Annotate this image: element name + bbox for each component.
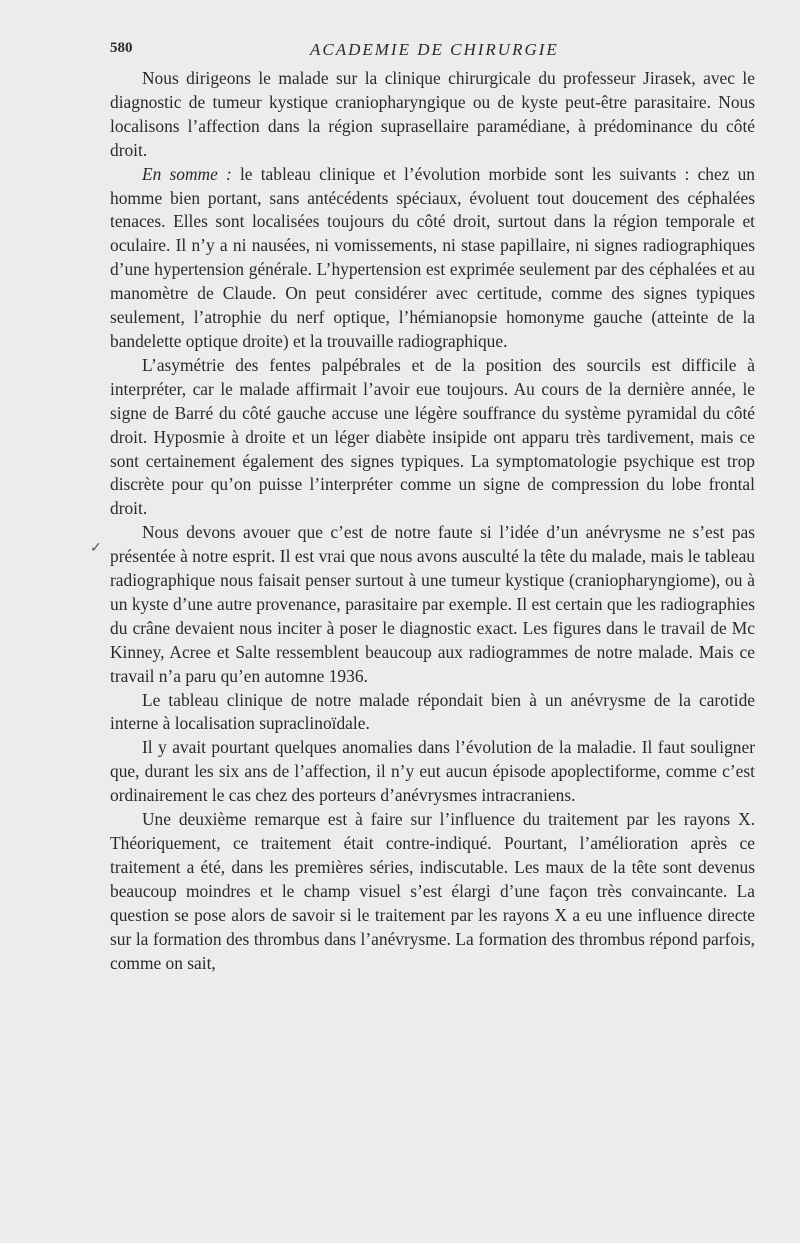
paragraph-3 bbox=[110, 354, 755, 521]
journal-title: ACADEMIE DE CHIRURGIE bbox=[310, 40, 559, 59]
paragraph-text: Une deuxième remarque est à faire sur l’influence du traitement par les rayons X. Théoriquement, ce traitement était contre-indiqué. Pourtant, l’amélioration après ce traitement a été, dans les premières séries, indiscutable. Les maux de la tête sont devenus beaucoup moindres et le champ visuel s’est élargi d’une façon très convaincante. La question se pose alors de savoir si le traitement par les rayons X a eu une influence directe sur la formation des thrombus dans l’anévrysme. La formation des thrombus répond parfois, comme on sait, bbox=[110, 809, 755, 973]
paragraph-6 bbox=[110, 736, 755, 808]
paragraph-text: Le tableau clinique de notre malade répondait bien à un anévrysme de la carotide interne à localisation supraclinoïdale. bbox=[110, 689, 755, 734]
paragraph-2 bbox=[110, 163, 755, 354]
paragraph-text: Il y avait pourtant quelques anomalies dans l’évolution de la maladie. Il faut souligner que, durant les six ans de l’affection, il n’y eut aucun épisode apoplectiforme, comme c’est ordinairement le cas chez des porteurs d’anévrysmes intracraniens. bbox=[110, 737, 755, 806]
paragraph-text: Nous dirigeons le malade sur la clinique chirurgicale du professeur Jirasek, avec le diagnostic de tumeur kystique craniopharyngique ou de kyste peut-être parasitaire. Nous localisons l’affection dans la région suprasellaire paramédiane, à prédominance du côté droit. bbox=[110, 68, 755, 160]
paragraph-text: Nous devons avouer que c’est de notre faute si l’idée d’un anévrysme ne s’est pas présentée à notre esprit. Il est vrai que nous avons ausculté la tête du malade, mais le tableau radiographique nous faisait penser surtout à une tumeur kystique (craniopharyngiome), ou à un kyste d’une autre provenance, parasitaire par exemple. Il est certain que les radiographies du crâne devaient nous inciter à poser le diagnostic exact. Les figures dans le travail de Mc Kinney, Acree et Salte ressemblent beaucoup aux radiogrammes de notre malade. Mais ce travail n’a paru qu’en automne 1936. bbox=[110, 522, 755, 686]
paragraph-4 bbox=[110, 521, 755, 688]
running-head bbox=[110, 40, 755, 64]
paragraph-7 bbox=[110, 808, 755, 975]
paragraph-1 bbox=[110, 67, 755, 163]
margin-mark-icon: ✓ bbox=[90, 540, 102, 556]
paragraph-text: L’asymétrie des fentes palpébrales et de la position des sourcils est difficile à interpréter, car le malade affirmait l’avoir eue toujours. Au cours de la dernière année, le signe de Barré du côté gauche accuse une légère souffrance du système pyramidal du côté droit. Hyposmie à droite et un léger diabète insipide ont apparu très tardivement, mais ce sont certainement également des signes typiques. La symptomatologie psychique est trop discrète pour qu’on puisse l’interpréter comme un signe de compression du lobe frontal droit. bbox=[110, 354, 755, 519]
paragraph-5 bbox=[110, 689, 755, 737]
page-number: 580 bbox=[110, 40, 133, 56]
paragraph-lead: En somme : bbox=[142, 163, 232, 184]
paragraph-text: le tableau clinique et l’évolution morbide sont les suivants : chez un homme bien portant, sans antécédents spéciaux, évoluent tout doucement des céphalées tenaces. Elles sont localisées toujours du côté droit, surtout dans la région temporale et oculaire. Il n’y a ni nausées, ni vomissements, ni stase papillaire, ni signes radiographiques d’une hypertension générale. L’hypertension est exprimée seulement par des céphalées et au manomètre de Claude. On peut considérer avec certitude, comme des signes typiques seulement, l’atrophie du nerf optique, l’hémianopsie homonyme gauche (atteinte de la bandelette optique droite) et la trouvaille radiographique. bbox=[110, 163, 755, 351]
body-text bbox=[110, 67, 755, 975]
